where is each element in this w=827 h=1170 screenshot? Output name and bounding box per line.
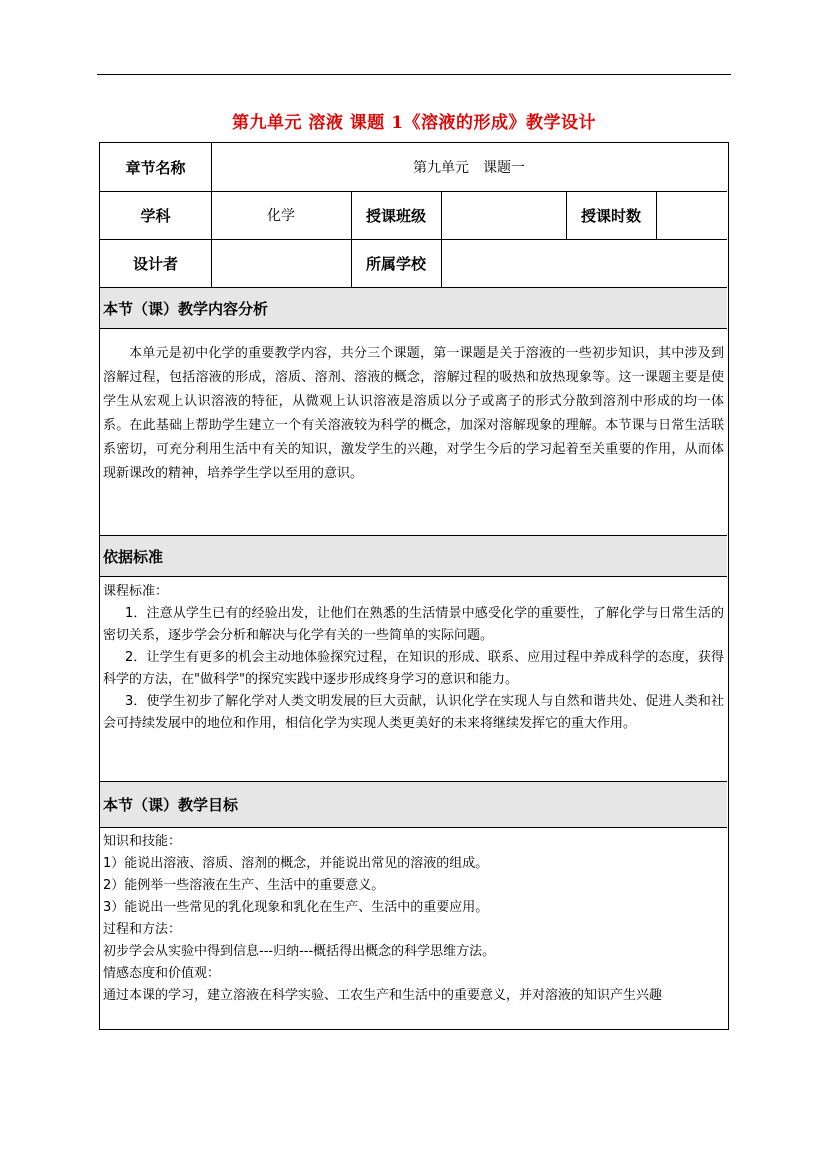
subject-value: 化学 — [267, 208, 295, 224]
subject-label: 学科 — [140, 206, 171, 225]
row-divider — [100, 576, 727, 577]
goal-line: 过程和方法： — [103, 922, 182, 937]
goals-block — [100, 831, 727, 1007]
designer-label: 设计者 — [132, 254, 178, 273]
standard-item: 2．让学生有更多的机会主动地体验探究过程，在知识的形成、联系、应用过程中养成科学的态度，获得科学的方法，在"做科学"的探究实践中逐步形成终身学习的意识和能力。 — [103, 650, 724, 687]
lesson-plan-table — [99, 142, 729, 1030]
document-title: 第九单元 溶液 课题 1《溶液的形成》教学设计 — [231, 113, 597, 133]
school-value — [441, 239, 727, 287]
time-label: 授课时数 — [580, 206, 641, 225]
standard-item: 3．使学生初步了解化学对人类文明发展的巨大贡献，认识化学在实现人与自然和谐共处、促进人类和社会可持续发展中的地位和作用，相信化学为实现人类更美好的未来将继续发挥它的重大作用。 — [103, 694, 724, 731]
analysis-paragraph — [100, 342, 727, 486]
goal-line: 通过本课的学习，建立溶液在科学实验、工农生产和生活中的重要意义，并对溶液的知识产生兴趣 — [103, 988, 663, 1003]
header-rule — [97, 74, 731, 75]
analysis-text: 本单元是初中化学的重要教学内容，共分三个课题，第一课题是关于溶液的一些初步知识，其中涉及到溶解过程，包括溶液的形成，溶质、溶剂、溶液的概念，溶解过程的吸热和放热现象等。这一课题主要是使学生从宏观上认识溶液的特征，从微观上认识溶液是溶质以分子或离子的形式分散到溶剂中形成的均一体系。在此基础上帮助学生建立一个有关溶液较为科学的概念，加深对溶解现象的理解。本节课与日常生活联系密切，可充分利用生活中有关的知识，激发学生的兴趣，对学生今后的学习起着至关重要的作用，从而体现新课改的精神，培养学生学以至用的意识。 — [103, 346, 724, 481]
chapter-label: 章节名称 — [125, 158, 186, 177]
goal-line: 3）能说出一些常见的乳化现象和乳化在生产、生活中的重要应用。 — [103, 900, 489, 915]
row-divider — [100, 328, 727, 329]
goal-line: 2）能例举一些溶液在生产、生活中的重要意义。 — [103, 878, 385, 893]
standards-heading: 依据标准 — [100, 536, 727, 576]
goal-line: 情感态度和价值观： — [103, 966, 221, 981]
designer-value — [211, 239, 351, 287]
school-label: 所属学校 — [365, 254, 426, 273]
goal-line: 初步学会从实验中得到信息---归纳---概括得出概念的科学思维方法。 — [103, 944, 496, 959]
goals-heading: 本节（课）教学目标 — [100, 782, 727, 827]
standards-intro: 课程标准： — [103, 584, 169, 599]
standards-block — [100, 581, 727, 735]
chapter-value: 第九单元 课题一 — [413, 160, 525, 176]
class-label: 授课班级 — [365, 206, 426, 225]
standard-item: 1．注意从学生已有的经验出发，让他们在熟悉的生活情景中感受化学的重要性，了解化学与日常生活的密切关系，逐步学会分析和解决与化学有关的一些简单的实际问题。 — [103, 606, 724, 643]
analysis-heading: 本节（课）教学内容分析 — [100, 288, 727, 328]
goal-line: 知识和技能： — [103, 834, 182, 849]
class-value — [441, 191, 566, 239]
goal-line: 1）能说出溶液、溶质、溶剂的概念，并能说出常见的溶液的组成。 — [103, 856, 489, 871]
time-value — [656, 191, 727, 239]
row-divider — [100, 827, 727, 828]
